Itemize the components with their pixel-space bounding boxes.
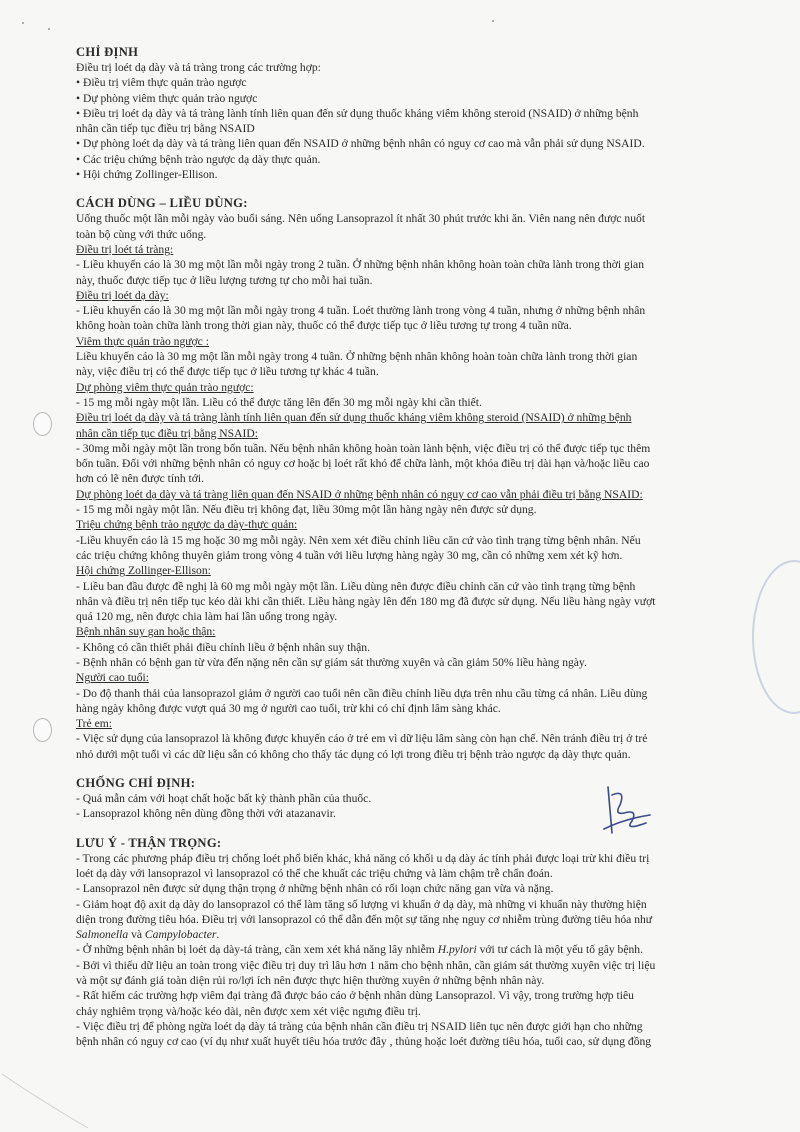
subsection-nguoi-cao-tuoi xyxy=(76,670,768,716)
text-line: - 15 mg mỗi ngày một lần. Nếu điều trị không đạt, liều 30mg một lần hàng ngày nên được sử dụng. xyxy=(76,503,537,517)
text-fragment: - Ở những bệnh nhân bị loét dạ dày-tá tràng, cần xem xét khả năng lây nhiễm xyxy=(76,943,438,957)
italic-term: Salmonella xyxy=(76,928,129,942)
fold-mark xyxy=(0,1070,90,1132)
text-line: nhỏ dưới một tuổi vì các dữ liệu sẵn có không cho thấy tác dụng có lợi trong điều trị bệnh trào ngược dạ dày thực quản. xyxy=(76,747,631,761)
text-line xyxy=(76,927,768,942)
text-line xyxy=(76,942,768,957)
text-line: hơn có lẽ nên được tính tới. xyxy=(76,472,205,486)
scan-speck xyxy=(48,28,50,30)
text-line: diện trong đường tiêu hóa. Điều trị với lansoprazol có thể dẫn đến một sự tăng nhẹ nguy cơ nhiễm trùng đường tiêu hóa như xyxy=(76,912,653,926)
subsection-du-phong-viem-thuc-quan xyxy=(76,380,768,411)
scan-speck xyxy=(22,22,24,24)
text-line: không hoàn toàn chữa lành trong thời gian này, thuốc có thể được tiếp tục ở liều tương tự trong 4 tuần nữa. xyxy=(76,319,572,333)
subsection-title: Triệu chứng bệnh trào ngược dạ dày-thực quản: xyxy=(76,518,298,532)
text-line: quá 120 mg, nên được chia làm hai lần uống trong ngày. xyxy=(76,610,338,624)
subsection-nsaid-treatment xyxy=(76,410,768,486)
subsection-title: Dự phòng loét dạ dày và tá tràng liên quan đến NSAID ở những bệnh nhân có nguy cơ cao vẫn phải điều trị bằng NSAID: xyxy=(76,487,643,501)
text-line: - Trong các phương pháp điều trị chống loét phổ biến khác, khả năng có khối u dạ dày ác tính phải được loại trừ khi điều trị xyxy=(76,851,650,865)
subsection-nsaid-prevention xyxy=(76,487,768,518)
text-fragment: và xyxy=(128,928,145,942)
text-line: - Quá mẫn cảm với hoạt chất hoặc bất kỳ thành phần của thuốc. xyxy=(76,792,372,806)
text-line: chảy nghiêm trọng và/hoặc kéo dài, nên được xem xét việc ngưng điều trị. xyxy=(76,1004,421,1018)
text-line: - Lansoprazol nên được sử dụng thận trọng ở những bệnh nhân có rối loạn chức năng gan vừa và nặng. xyxy=(76,882,554,896)
subsection-title: Bệnh nhân suy gan hoặc thận: xyxy=(76,625,216,639)
subsection-loet-ta-trang xyxy=(76,242,768,288)
italic-term: Campylobacter xyxy=(144,928,217,942)
text-line: nhân cần tiếp tục điều trị bằng NSAID xyxy=(76,122,255,136)
section-heading-chi-dinh: CHỈ ĐỊNH xyxy=(76,45,139,59)
document-page xyxy=(76,44,768,1050)
section-heading-luu-y: LƯU Ý - THẬN TRỌNG: xyxy=(76,835,222,850)
subsection-title: Điều trị loét dạ dày và tá tràng lành tính liên quan đến sử dụng thuốc kháng viêm không steroid (NSAID) ở những bệnh xyxy=(76,411,632,425)
subsection-title: Trẻ em: xyxy=(76,717,112,731)
text-fragment: . xyxy=(216,928,220,942)
text-line: và một sự đánh giá toàn diện rủi ro/lợi ích nên được thực hiện thường xuyên ở những bệnh nhân này. xyxy=(76,974,545,988)
text-line: • Dự phòng loét dạ dày và tá tràng liên quan đến NSAID ở những bệnh nhân có nguy cơ cao mà vẫn phải sử dụng NSAID. xyxy=(76,137,645,151)
text-line: - 15 mg mỗi ngày một lần. Liều có thể được tăng lên đến 30 mg mỗi ngày khi cần thiết. xyxy=(76,395,482,409)
text-line: các triệu chứng không thuyên giảm trong vòng 4 tuần với liều lượng hàng ngày 30 mg, cần có những xem xét kỹ hơn. xyxy=(76,548,623,562)
subsection-title: nhân cần tiếp tục điều trị bằng NSAID: xyxy=(76,426,258,440)
subsection-title: Hội chứng Zollinger-Ellison: xyxy=(76,564,211,578)
text-line: - Bệnh nhân có bệnh gan từ vừa đến nặng nên cần sự giám sát thường xuyên và cần giảm 50% liều hàng ngày. xyxy=(76,655,587,669)
text-line: - Do độ thanh thải của lansoprazol giảm ở người cao tuổi nên cần điều chỉnh liều dựa trên nhu cầu từng cá nhân. Liều dùng xyxy=(76,686,648,700)
text-line: bệnh nhân có nguy cơ cao (ví dụ như xuất huyết tiêu hóa trước đây , thủng hoặc loét đường tiêu hóa, tuổi cao, sử dụng đồng xyxy=(76,1035,652,1049)
subsection-trao-nguoc xyxy=(76,517,768,563)
text-line: - Giảm hoạt độ axit dạ dày do lansoprazol có thể làm tăng số lượng vi khuẩn ở dạ dày, mà những vi khuẩn này thường hiện xyxy=(76,897,647,911)
text-line: - 30mg mỗi ngày một lần trong bốn tuần. Nếu bệnh nhân không hoàn toàn lành bệnh, việc điều trị có thể được tiếp tục thêm xyxy=(76,441,651,455)
text-line: - Liều khuyến cáo là 30 mg một lần mỗi ngày trong 2 tuần. Ở những bệnh nhân không hoàn toàn chữa lành trong thời gian xyxy=(76,258,644,272)
subsection-viem-thuc-quan xyxy=(76,334,768,380)
text-line: này, việc điều trị có thể được tiếp tục ở liều tương tự khác 4 tuần. xyxy=(76,365,379,379)
subsection-title: Người cao tuổi: xyxy=(76,671,149,685)
text-line: - Bởi vì thiếu dữ liệu an toàn trong việc điều trị duy trì lâu hơn 1 năm cho bệnh nhân, cần giám sát thường xuyên việc trị liệu xyxy=(76,958,656,972)
text-line: loét dạ dày với lansoprazol vì lansoprazol có thể che khuất các triệu chứng và làm chậm trễ chẩn đoán. xyxy=(76,866,553,880)
punch-hole xyxy=(33,718,52,742)
chi-dinh-body xyxy=(76,60,768,182)
section-heading-chong-chi-dinh: CHỐNG CHỈ ĐỊNH: xyxy=(76,776,196,791)
subsection-zollinger-ellison xyxy=(76,563,768,624)
text-line: Điều trị loét dạ dày và tá tràng trong các trường hợp: xyxy=(76,61,321,74)
text-line: • Hội chứng Zollinger-Ellison. xyxy=(76,168,218,182)
text-line: này, thuốc được tiếp tục ở liều lượng tương tự cho mỗi hai tuần. xyxy=(76,273,373,287)
text-line: - Không có cần thiết phải điều chỉnh liều ở bệnh nhân suy thận. xyxy=(76,640,370,654)
subsection-loet-da-day xyxy=(76,288,768,334)
text-line: toàn bộ cùng với thức uống. xyxy=(76,227,207,241)
subsection-suy-gan-than xyxy=(76,624,768,670)
text-line: • Dự phòng viêm thực quản trào ngược xyxy=(76,91,258,105)
text-line: • Điều trị loét dạ dày và tá tràng lành tính liên quan đến sử dụng thuốc kháng viêm không steroid (NSAID) ở những bệnh xyxy=(76,106,639,120)
text-line: • Điều trị viêm thực quản trào ngược xyxy=(76,76,247,90)
text-line: - Lansoprazol không nên dùng đồng thời với atazanavir. xyxy=(76,807,336,821)
text-line: - Liều khuyến cáo là 30 mg một lần mỗi ngày trong 4 tuần. Loét thường lành trong vòng 4 tuần, nhưng ở những bệnh nhân xyxy=(76,304,646,318)
text-line: bốn tuần. Đối với những bệnh nhân có nguy cơ hoặc bị loét rất khó để chữa lành, một khóa điều trị dài hạn và/hoặc liều cao xyxy=(76,457,650,471)
text-line: -Liều khuyến cáo là 15 mg hoặc 30 mg mỗi ngày. Nên xem xét điều chỉnh liều căn cứ vào tình trạng từng bệnh nhân. Nếu xyxy=(76,533,641,547)
text-line: - Việc sử dụng của lansoprazol là không được khuyến cáo ở trẻ em vì dữ liệu lâm sàng còn hạn chế. Nên tránh điều trị ở trẻ xyxy=(76,732,648,746)
text-line: nhân và điều trị nên tiếp tục kéo dài khi cần thiết. Liều hàng ngày lên đến 180 mg đã được sử dụng. Nếu liều hàng ngày vượt xyxy=(76,594,656,608)
italic-term: H.pylori xyxy=(437,943,477,957)
subsection-title: Dự phòng viêm thực quản trào ngược: xyxy=(76,380,254,394)
text-line: Liều khuyến cáo là 30 mg một lần mỗi ngày trong 4 tuần. Ở những bệnh nhân không hoàn toàn chữa lành trong thời gian xyxy=(76,350,638,364)
scan-speck xyxy=(492,20,494,22)
text-line: hàng ngày không được vượt quá 30 mg ở người cao tuổi, trừ khi có chỉ định lâm sàng khác. xyxy=(76,701,501,715)
punch-hole xyxy=(33,412,52,436)
text-line: - Rất hiếm các trường hợp viêm đại tràng đã được báo cáo ở bệnh nhân dùng Lansoprazol. Vì vậy, trong trường hợp tiêu xyxy=(76,989,634,1003)
subsection-title: Điều trị loét dạ dày: xyxy=(76,288,169,302)
text-fragment: với tư cách là một yếu tố gây bệnh. xyxy=(476,943,643,957)
subsection-title: Điều trị loét tá tràng: xyxy=(76,242,174,256)
text-line: - Việc điều trị để phòng ngừa loét dạ dày tá tràng của bệnh nhân cần điều trị NSAID liên tục nên được giới hạn cho những xyxy=(76,1019,643,1033)
text-line: - Liều ban đầu được đề nghị là 60 mg mỗi ngày một lần. Liều dùng nên được điều chỉnh căn cứ vào tình trạng từng bệnh xyxy=(76,579,636,593)
text-line: Uống thuốc một lần mỗi ngày vào buổi sáng. Nên uống Lansoprazol ít nhất 30 phút trước khi ăn. Viên nang nên được nuốt xyxy=(76,212,646,226)
section-heading-cach-dung: CÁCH DÙNG – LIỀU DÙNG: xyxy=(76,196,248,211)
subsection-title: Viêm thực quản trào ngược : xyxy=(76,334,209,348)
text-line: • Các triệu chứng bệnh trào ngược dạ dày thực quản. xyxy=(76,152,321,166)
subsection-tre-em xyxy=(76,716,768,762)
